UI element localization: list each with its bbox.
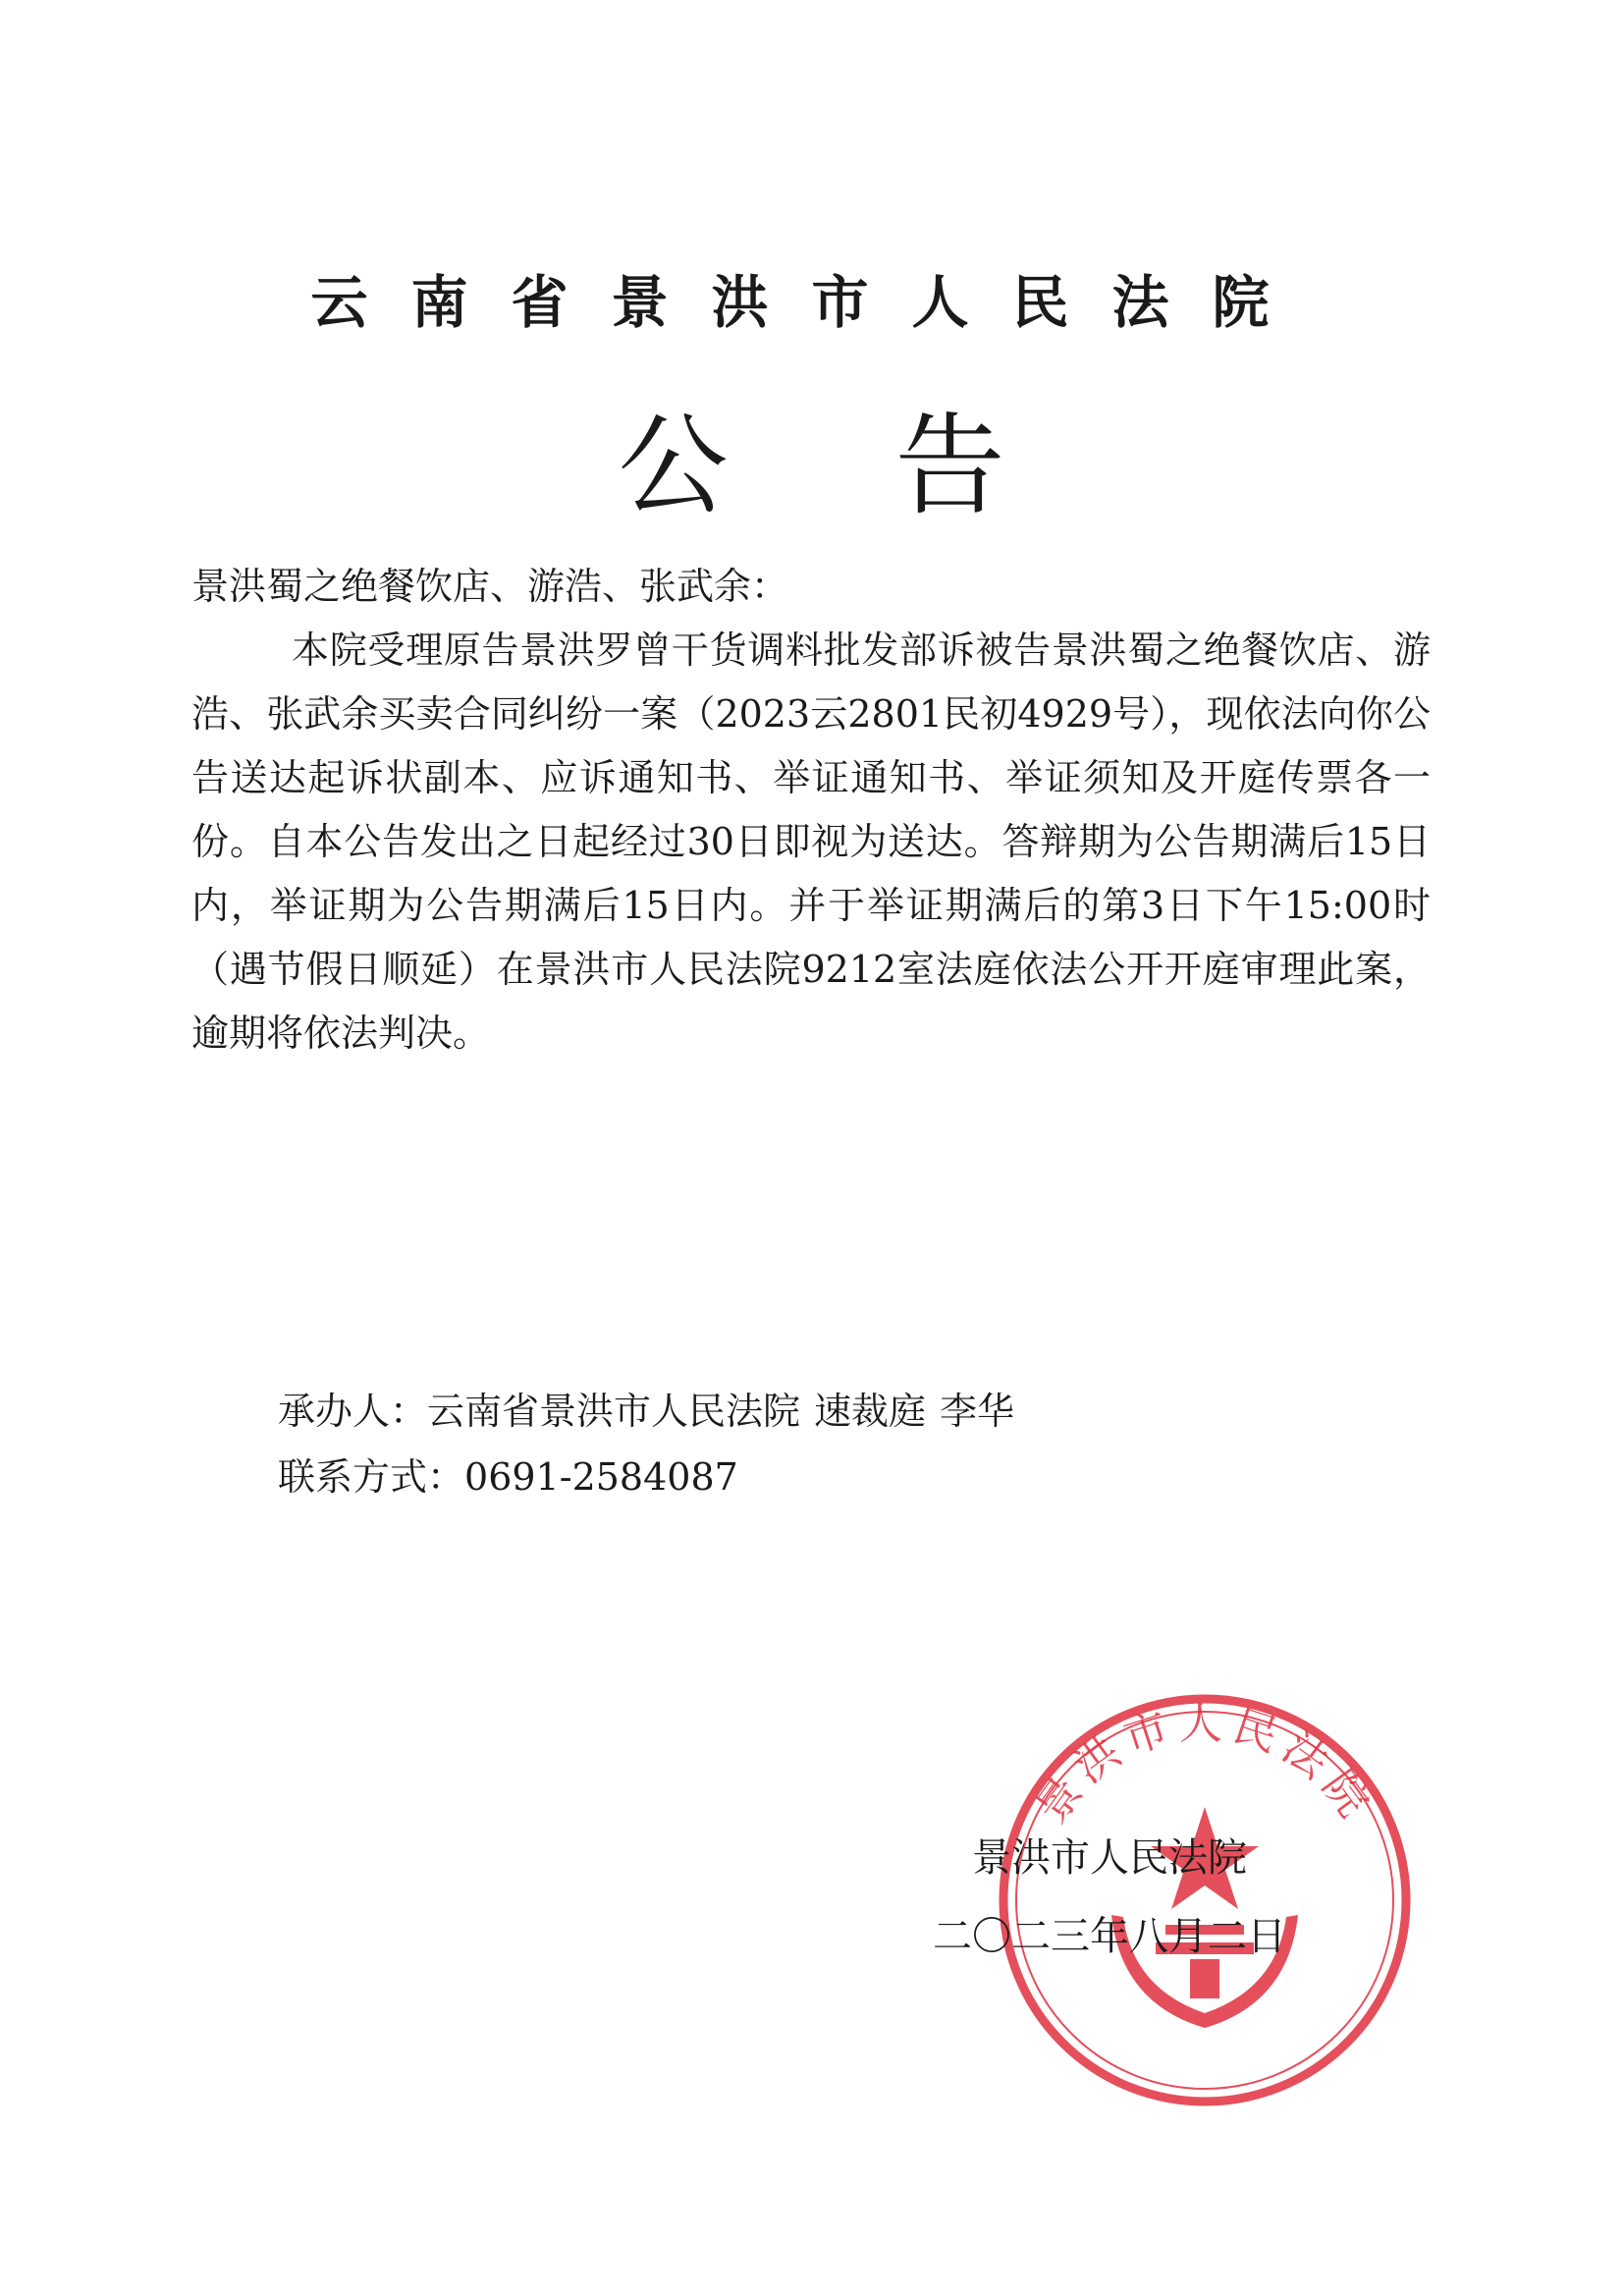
signature-date: 二〇二三年八月二日 <box>933 1914 1286 1959</box>
court-name-heading: 云南省景洪市人民法院 <box>310 269 1313 336</box>
handler-label: 承办人： <box>278 1390 428 1433</box>
notice-body: 本院受理原告景洪罗曾干货调料批发部诉被告景洪蜀之绝餐饮店、游浩、张武余买卖合同纠纷一案（2023云2801民初4929号），现依法向你公告送达起诉状副本、应诉通知书、举证通知书、举证须知及开庭传票各一份。自本公告发出之日起经过30日即视为送达。答辩期为公告期满后15日内，举证期为公告期满后15日内。并于举证期满后的第3日下午15:00时（遇节假日顺延）在景洪市人民法院9212室法庭依法公开开庭审理此案，逾期将依法判决。 <box>191 629 1431 1055</box>
svg-text:景洪市人民法院: 景洪市人民法院 <box>1026 1699 1383 1833</box>
signature-court: 景洪市人民法院 <box>972 1835 1247 1881</box>
contact-line <box>278 1446 738 1508</box>
notice-addressee: 景洪蜀之绝餐饮店、游浩、张武余： <box>191 565 789 608</box>
handler-court: 云南省景洪市人民法院 <box>427 1390 801 1433</box>
phone-label: 联系方式： <box>278 1455 465 1499</box>
phone-number: 0691-2584087 <box>464 1455 738 1499</box>
court-seal-icon <box>994 1689 1416 2111</box>
notice-title: 公告 <box>618 403 1172 530</box>
handler-line <box>278 1380 1014 1443</box>
handler-name: 李华 <box>940 1390 1015 1433</box>
handler-division: 速裁庭 <box>814 1390 927 1433</box>
